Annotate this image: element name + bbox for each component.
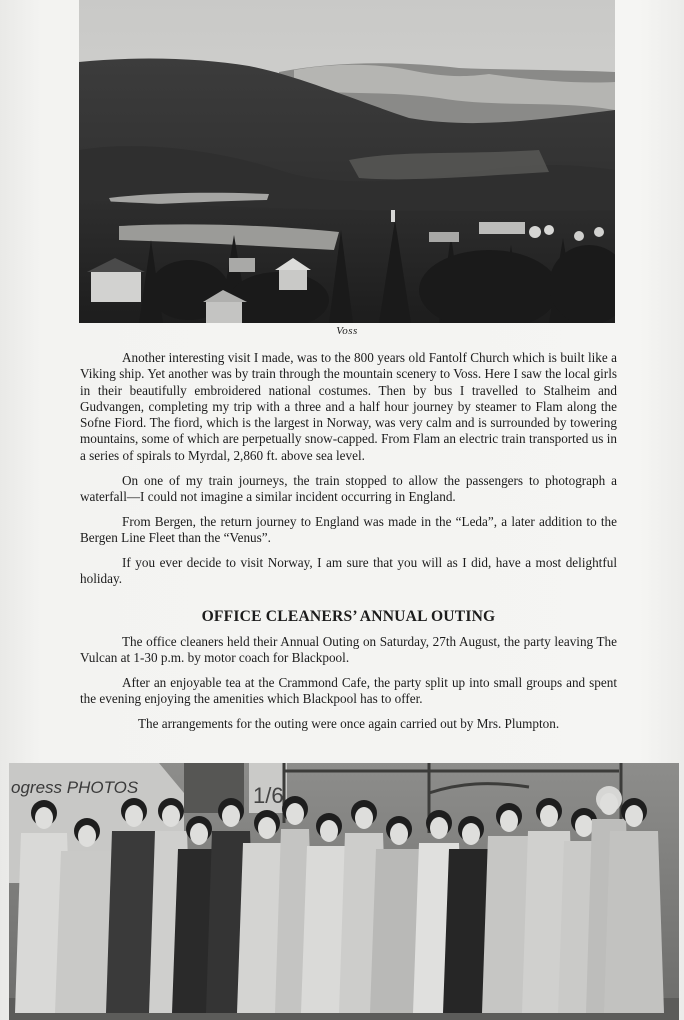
person-face (390, 823, 408, 845)
paragraph-fantolf-church: Another interesting visit I made, was to the 800 years old Fantolf Church which is built like a Viking ship. Yet another was by train through the mountain scenery to Voss. Here I saw the local girls in their beautifully embroidered national costumes. Then by bus I travelled to Stalheim and Gudvangen, completing my trip with a three and a half hour journey by steamer to Flam along the Sofne Fiord. The fiord, which is the largest in Norway, was very calm and is surrounded by towering mountains, some of which are perpetually snow-capped. From Flam an electric train transported us in a series of spirals to Myrdal, 2,860 ft. above sea level. (80, 350, 617, 463)
norway-article (80, 350, 617, 587)
voss-landscape-photo (79, 0, 615, 323)
person-face (575, 815, 593, 837)
person-dress (604, 831, 664, 1013)
price-sign-text: 1/6 (253, 783, 284, 808)
person-face (540, 805, 558, 827)
person-face (430, 817, 448, 839)
person-face (500, 810, 518, 832)
person-face (125, 805, 143, 827)
group-photo (9, 763, 679, 1020)
person-face (600, 793, 618, 815)
person-face (258, 817, 276, 839)
person-face (320, 820, 338, 842)
photos-sign-text: ogress PHOTOS (11, 778, 139, 797)
person-face (286, 803, 304, 825)
paragraph-arrangements: The arrangements for the outing were once again carried out by Mrs. Plumpton. (138, 716, 560, 732)
paragraph-return-journey: From Bergen, the return journey to England was made in the “Leda”, a later addition to the Bergen Line Fleet than the “Venus”. (80, 513, 617, 545)
outing-article (80, 634, 617, 732)
paragraph-waterfall: On one of my train journeys, the train stopped to allow the passengers to photograph a waterfall—I could not imagine a similar incident occurring in England. (80, 472, 617, 504)
person-face (190, 823, 208, 845)
group-photo-illustration (9, 763, 679, 1020)
person-face (35, 807, 53, 829)
person-face (625, 805, 643, 827)
paragraph-crammond-cafe: After an enjoyable tea at the Crammond Cafe, the party split up into small groups and spent the evening enjoying the amenities which Blackpool has to offer. (80, 675, 617, 707)
voss-landscape-illustration (79, 0, 615, 323)
paragraph-holiday: If you ever decide to visit Norway, I am sure that you will as I did, have a most delightful holiday. (80, 554, 617, 587)
person-face (355, 807, 373, 829)
paragraph-outing-date: The office cleaners held their Annual Outing on Saturday, 27th August, the party leaving The Vulcan at 1-30 p.m. by motor coach for Blackpool. (80, 634, 617, 666)
person-face (222, 805, 240, 827)
person-face (462, 823, 480, 845)
person-face (78, 825, 96, 847)
outing-heading: OFFICE CLEANERS’ ANNUAL OUTING (201, 608, 496, 625)
person-face (162, 805, 180, 827)
photo-caption: Voss (336, 325, 358, 337)
